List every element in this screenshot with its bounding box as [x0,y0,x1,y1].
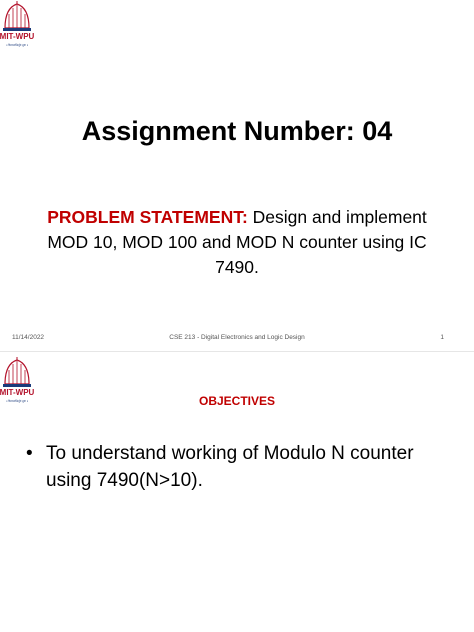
assignment-title: Assignment Number: 04 [81,116,393,146]
bullet-text: To understand working of Modulo N counter using 7490(N>10). [46,443,414,491]
problem-text: Design and implement MOD 10, MOD 100 and MOD N counter using IC 7490. [47,207,427,277]
slide-2 [0,352,474,632]
logo-text: MIT-WPU [0,32,34,41]
logo-text: MIT-WPU [0,388,34,397]
logo-tagline: ॥ विश्वशान्तिर्ध्रुवं ध्रुवा ॥ [5,400,29,403]
dome-icon [3,357,31,387]
mit-wpu-logo [0,0,34,52]
footer-date: 11/14/2022 [12,334,45,341]
list-item [26,440,446,494]
problem-label: PROBLEM STATEMENT: [47,207,248,227]
objectives-list [26,440,446,494]
bullet-icon: • [26,443,33,464]
footer-page-number: 1 [440,334,444,341]
footer-course: CSE 213 - Digital Electronics and Logic Design [169,334,305,341]
logo-tagline: ॥ विश्वशान्तिर्ध्रुवं ध्रुवा ॥ [5,44,29,47]
problem-statement [30,205,444,280]
objectives-heading: OBJECTIVES [198,394,276,408]
dome-icon [3,1,31,31]
